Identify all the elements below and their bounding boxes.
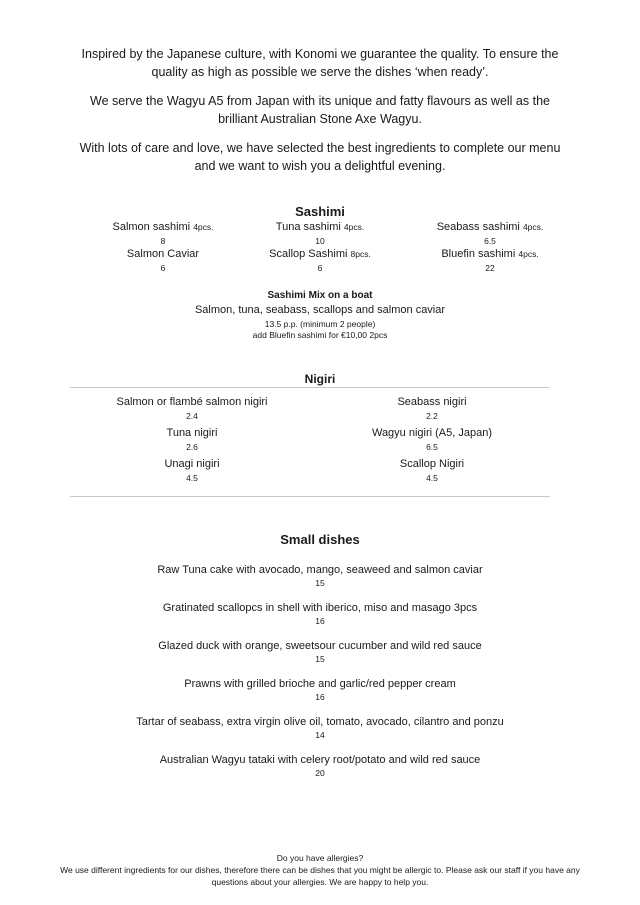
small-dish-item (0, 715, 640, 741)
menu-item-price: 6.5 (484, 235, 496, 246)
menu-item-name: Gratinated scallopcs in shell with iberico, miso and masago 3pcs (162, 602, 478, 614)
sashimi-mix-addon: add Bluefin sashimi for €10,00 2pcs (252, 330, 388, 340)
menu-item-price: 2.2 (426, 410, 438, 421)
menu-item-name: Tuna nigiri (166, 427, 218, 439)
menu-item-title: Salmon Caviar (126, 248, 200, 260)
small-dish-item (0, 563, 640, 589)
menu-item-name: Glazed duck with orange, sweetsour cucumber and wild red sauce (158, 640, 482, 652)
small-dishes-title: Small dishes (280, 532, 360, 547)
menu-item-quantity: 4pcs. (522, 222, 544, 232)
nigiri-column (92, 396, 292, 489)
small-dish-item (0, 677, 640, 703)
sashimi-mix-description: Salmon, tuna, seabass, scallops and salmon caviar (194, 304, 446, 316)
nigiri-title: Nigiri (304, 372, 336, 386)
menu-item-name (390, 248, 590, 262)
menu-item-price: 22 (485, 262, 495, 273)
intro-paragraph: Inspired by the Japanese culture, with Konomi we guarantee the quality. To ensure the quality as high as possible we serve the dishes ‘when ready’. (81, 47, 559, 79)
menu-item-name: Raw Tuna cake with avocado, mango, seaweed and salmon caviar (157, 564, 483, 576)
menu-item-price: 6 (160, 262, 166, 273)
menu-item-price: 10 (315, 235, 325, 246)
intro-paragraph: With lots of care and love, we have selected the best ingredients to complete our menu and we want to wish you a delightful evening. (79, 141, 561, 173)
menu-item-title: Scallop Sashimi (269, 248, 348, 260)
menu-item-price: 4.5 (426, 472, 438, 483)
menu-item-price: 6 (317, 262, 323, 273)
menu-item-name: Scallop Nigiri (399, 458, 465, 470)
sashimi-column (390, 221, 590, 275)
divider (70, 496, 550, 497)
intro (0, 45, 640, 175)
menu-item-price: 15 (315, 654, 325, 664)
menu-item-name: Wagyu nigiri (A5, Japan) (371, 427, 493, 439)
menu-item-price: 6.5 (426, 441, 438, 452)
menu-item-name: Prawns with grilled brioche and garlic/red pepper cream (184, 678, 456, 690)
menu-item-price: 15 (315, 578, 325, 588)
menu-item-price: 2.4 (186, 410, 198, 421)
allergy-question: Do you have allergies? (276, 853, 364, 863)
menu-item-name: Australian Wagyu tataki with celery root/potato and wild red sauce (159, 754, 481, 766)
allergy-footer (0, 852, 640, 888)
small-dish-item (0, 601, 640, 627)
intro-paragraph: We serve the Wagyu A5 from Japan with its unique and fatty flavours as well as the brilliant Australian Stone Axe Wagyu. (90, 94, 550, 126)
small-dish-item (0, 753, 640, 779)
sashimi-title: Sashimi (295, 204, 345, 219)
menu-item-name: Salmon or flambé salmon nigiri (116, 396, 268, 408)
menu-item-title: Tuna sashimi (275, 221, 341, 233)
divider (70, 387, 550, 388)
menu-item-quantity: 4pcs. (518, 249, 539, 259)
menu-item-price: 16 (315, 692, 325, 702)
menu-item-quantity: 4pcs. (193, 222, 214, 232)
menu-item-price: 16 (315, 616, 325, 626)
menu-item-title: Seabass sashimi (436, 221, 520, 233)
menu-item-price: 4.5 (186, 472, 198, 483)
sashimi-mix-title: Sashimi Mix on a boat (267, 290, 373, 301)
menu-item-name (390, 221, 590, 235)
menu-item-price: 14 (315, 730, 325, 740)
allergy-text: We use different ingredients for our dishes, therefore there can be dishes that you might be allergic to. Please ask our staff if you have any questions about your allergies. We are happy to help you. (60, 865, 580, 887)
menu-item-price: 2.6 (186, 441, 198, 452)
small-dish-item (0, 639, 640, 665)
menu-item-name: Tartar of seabass, extra virgin olive oil, tomato, avocado, cilantro and ponzu (136, 716, 504, 728)
menu-item-quantity: 8pcs. (350, 249, 371, 259)
menu-item-title: Bluefin sashimi (441, 248, 516, 260)
menu-item-price: 20 (315, 768, 325, 778)
small-dishes-list (0, 563, 640, 791)
menu-item-title: Salmon sashimi (112, 221, 191, 233)
sashimi-mix-price: 13.5 p.p. (minimum 2 people) (264, 319, 376, 329)
menu-item-name: Unagi nigiri (164, 458, 220, 470)
menu-item-price: 8 (160, 235, 166, 246)
menu-item-name: Seabass nigiri (397, 396, 467, 408)
menu-item-quantity: 4pcs. (343, 222, 365, 232)
nigiri-column (332, 396, 532, 489)
